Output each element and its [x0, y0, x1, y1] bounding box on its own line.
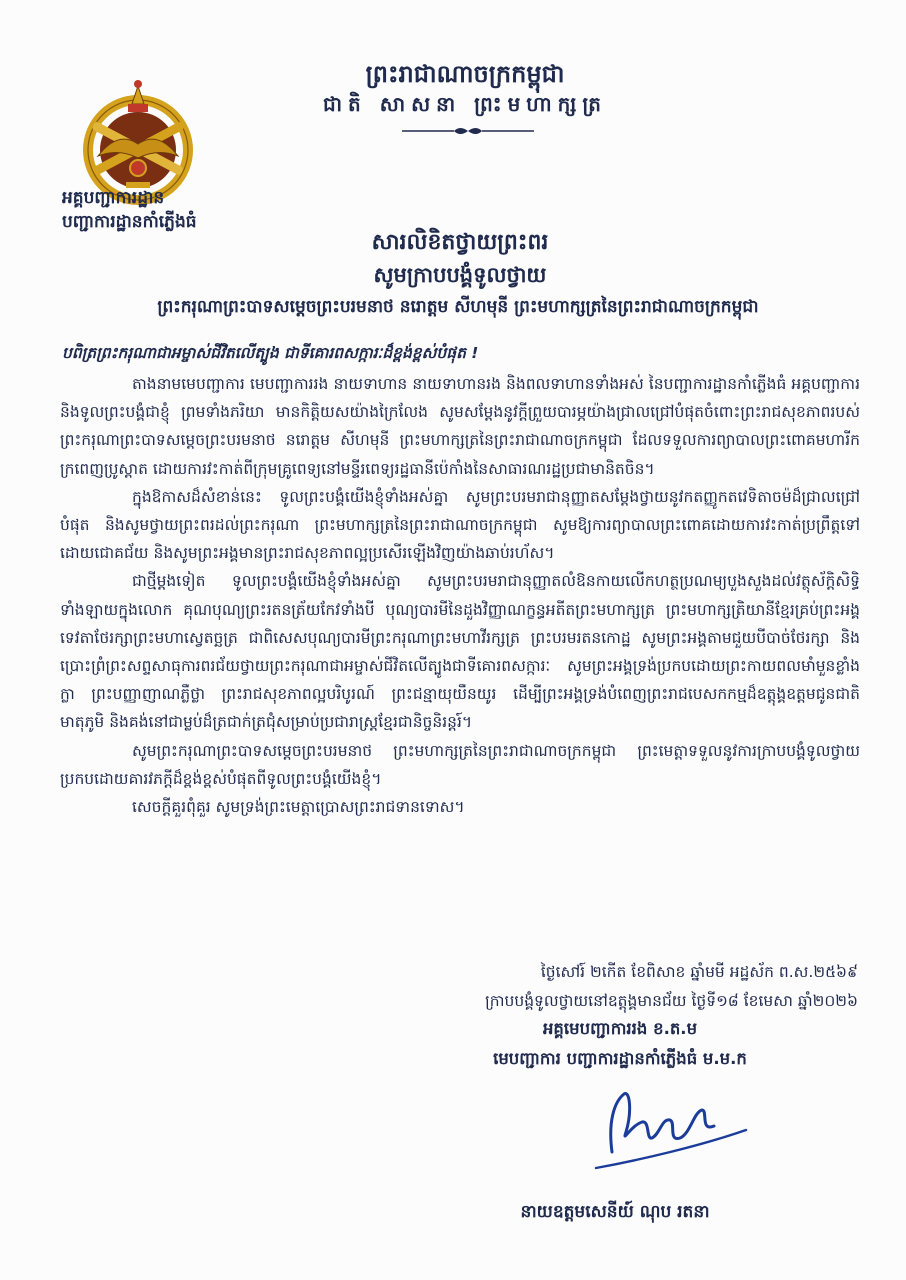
- letter-body: [60, 370, 860, 821]
- body-paragraph-1: តាងនាមមេបញ្ជាការ មេបញ្ជាការរង នាយទាហាន នាយទាហានរង និងពលទាហានទាំងអស់ នៃបញ្ជាការដ្ឋានកាំភ្លើងធំ អគ្គបញ្ជាការ និងទូលព្រះបង្គំជាខ្ញុំ ព្រមទាំងភរិយា មានកិត្តិយសយ៉ាងក្រៃលែង សូមសម្តែងនូវក្តីព្រួយបារម្ភយ៉ាងជ្រាលជ្រៅបំផុតចំពោះព្រះរាជសុខភាពរបស់ព្រះករុណាព្រះបាទសម្តេចព្រះបរមនាថ នរោត្តម សីហមុនី ព្រះមហាក្សត្រនៃព្រះរាជាណាចក្រកម្ពុជា ដែលទទួលការព្យាបាលព្រះពោគមហារីកក្រពេញប្រូស្តាត ដោយការវះកាត់ពីក្រុមគ្រូពេទ្យនៅមន្ទីរពេទ្យរដ្ឋធានីប៉េកាំងនៃសាធារណរដ្ឋប្រជាមានិតចិន។: [60, 375, 860, 478]
- signatory-role-1: អគ្គមេបញ្ជាការរង ខ.ត.ម: [542, 1019, 698, 1038]
- dateline: [298, 958, 858, 1016]
- ornament-divider-icon: [398, 122, 538, 134]
- letter-title: សារលិខិតថ្វាយព្រះពរ: [371, 230, 549, 255]
- letter-subtitle: សូមក្រាបបង្គំទូលថ្វាយ: [373, 263, 547, 287]
- lunar-date: ថ្ងៃសៅរ៍ ២កើត ខែពិសាខ ឆ្នាំមមី អដ្ឋស័ក ព.ស.២៥៦៩: [540, 963, 858, 981]
- unit-name: [62, 186, 262, 234]
- unit-name-line2: បញ្ជាការដ្ឋានកាំភ្លើងធំ: [62, 212, 197, 232]
- body-paragraph-2: ក្នុងឱកាសដ៏សំខាន់នេះ ទូលព្រះបង្គំយើងខ្ញុំទាំងអស់គ្នា សូមព្រះបរមរាជានុញ្ញាតសម្តែងថ្វាយនូវកតញ្ញូកតវេទិតាចម៉ដ៏ជ្រាលជ្រៅបំផុត និងសូមថ្វាយព្រះពរដល់ព្រះករុណា ព្រះមហាក្សត្រនៃព្រះរាជាណាចក្រកម្ពុជា សូមឱ្យការព្យាបាលព្រះពោគដោយការវះកាត់ប្រព្រឹត្តទៅដោយជោគជ័យ និងសូមព្រះអង្គមានព្រះរាជសុខភាពល្អប្រសើរឡើងវិញយ៉ាងឆាប់រហ័ស។: [60, 487, 860, 563]
- body-paragraph-closing: សេចក្តីគួរពុំគួរ សូមទ្រង់ព្រះមេត្តាប្រោសព្រះរាជទានទោស។: [132, 798, 465, 817]
- signer-name: នាយឧត្តមសេនីយ៍ ណុប រតនា: [520, 1202, 710, 1222]
- unit-name-line1: អគ្គបញ្ជាការដ្ឋាន: [62, 188, 165, 208]
- national-motto: ជាតិ សាសនា ព្រះមហាក្សត្រ: [323, 92, 607, 116]
- signatory-role-2: មេបញ្ជាការ បញ្ជាការដ្ឋានកាំភ្លើងធំ ម.ម.ក: [493, 1049, 747, 1068]
- signatory-titles: [400, 1014, 840, 1074]
- solar-date: ក្រាបបង្គំទូលថ្វាយនៅឧត្តុង្គមានជ័យ ថ្ងៃទី១៨ ខែមេសា ឆ្នាំ២០២៦: [485, 992, 858, 1010]
- body-paragraph-4: សូមព្រះករុណាព្រះបាទសម្តេចព្រះបរមនាថ ព្រះមហាក្សត្រនៃព្រះរាជាណាចក្រកម្ពុជា ព្រះមេត្តាទទួលនូវការក្រាបបង្គំទូលថ្វាយប្រកបដោយគារវភក្តីដ៏ខ្ពង់ខ្ពស់បំផុតពីទូលព្រះបង្គំយើងខ្ញុំ។: [60, 741, 860, 788]
- kingdom-heading: ព្រះរាជាណាចក្រកម្ពុជា: [365, 60, 565, 88]
- body-paragraph-3: ជាថ្មីម្តងទៀត ទូលព្រះបង្គំយើងខ្ញុំទាំងអស់គ្នា សូមព្រះបរមរាជានុញ្ញាតលំឱនកាយលើកហត្ថប្រណម្យបួងសួងដល់វត្ថុស័ក្តិសិទ្ធិទាំងឡាយក្នុងលោក គុណបុណ្យព្រះរតនត្រ័យកែវទាំងបី បុណ្យបារមីនៃដួងវិញ្ញាណក្ខន្ធអតីតព្រះមហាក្សត្រ ព្រះមហាក្សត្រិយានីខ្មែរគ្រប់ព្រះអង្គ ទេវតាថែរក្សាព្រះមហាស្វេតច្ឆត្រ ជាពិសេសបុណ្យបារមីព្រះករុណាព្រះមហាវីរក្សត្រ ព្រះបរមរតនកោដ្ឋ សូមព្រះអង្គតាមជួយបីបាច់ថែរក្សា និងប្រោះព្រំព្រះសព្ទសាធុការពរជ័យថ្វាយព្រះករុណាជាអម្ចាស់ជីវិតលើត្បូងជាទីគោរពសក្ការៈ សូមព្រះអង្គទ្រង់ប្រកបដោយព្រះកាយពលមាំមួនខ្លាំងក្លា ព្រះបញ្ញាញាណភ្លឺថ្លា ព្រះរាជសុខភាពល្អបរិបូរណ៍ ព្រះជន្មាយុយឺនយូរ ដើម្បីព្រះអង្គទ្រង់បំពេញព្រះរាជបេសកកម្មដ៏ឧត្តុង្គឧត្តមជូនជាតិ មាតុភូមិ និងគង់នៅជាម្លប់ដ៏ត្រជាក់ត្រជុំសម្រាប់ប្រជារាស្ត្រខ្មែរជានិច្ចនិរន្តរ៍។: [60, 572, 860, 732]
- addressee-line: ព្រះករុណាព្រះបាទសម្តេចព្រះបរមនាថ នរោត្តម សីហមុនី ព្រះមហាក្សត្រនៃព្រះរាជាណាចក្រកម្ពុជា: [157, 297, 759, 317]
- handwritten-signature-icon: [590, 1082, 750, 1172]
- salutation: បពិត្រព្រះករុណាជាអម្ចាស់ជីវិតលើត្បូង ជាទីគោរពសក្ការៈដ៏ខ្ពង់ខ្ពស់បំផុត !: [62, 344, 479, 362]
